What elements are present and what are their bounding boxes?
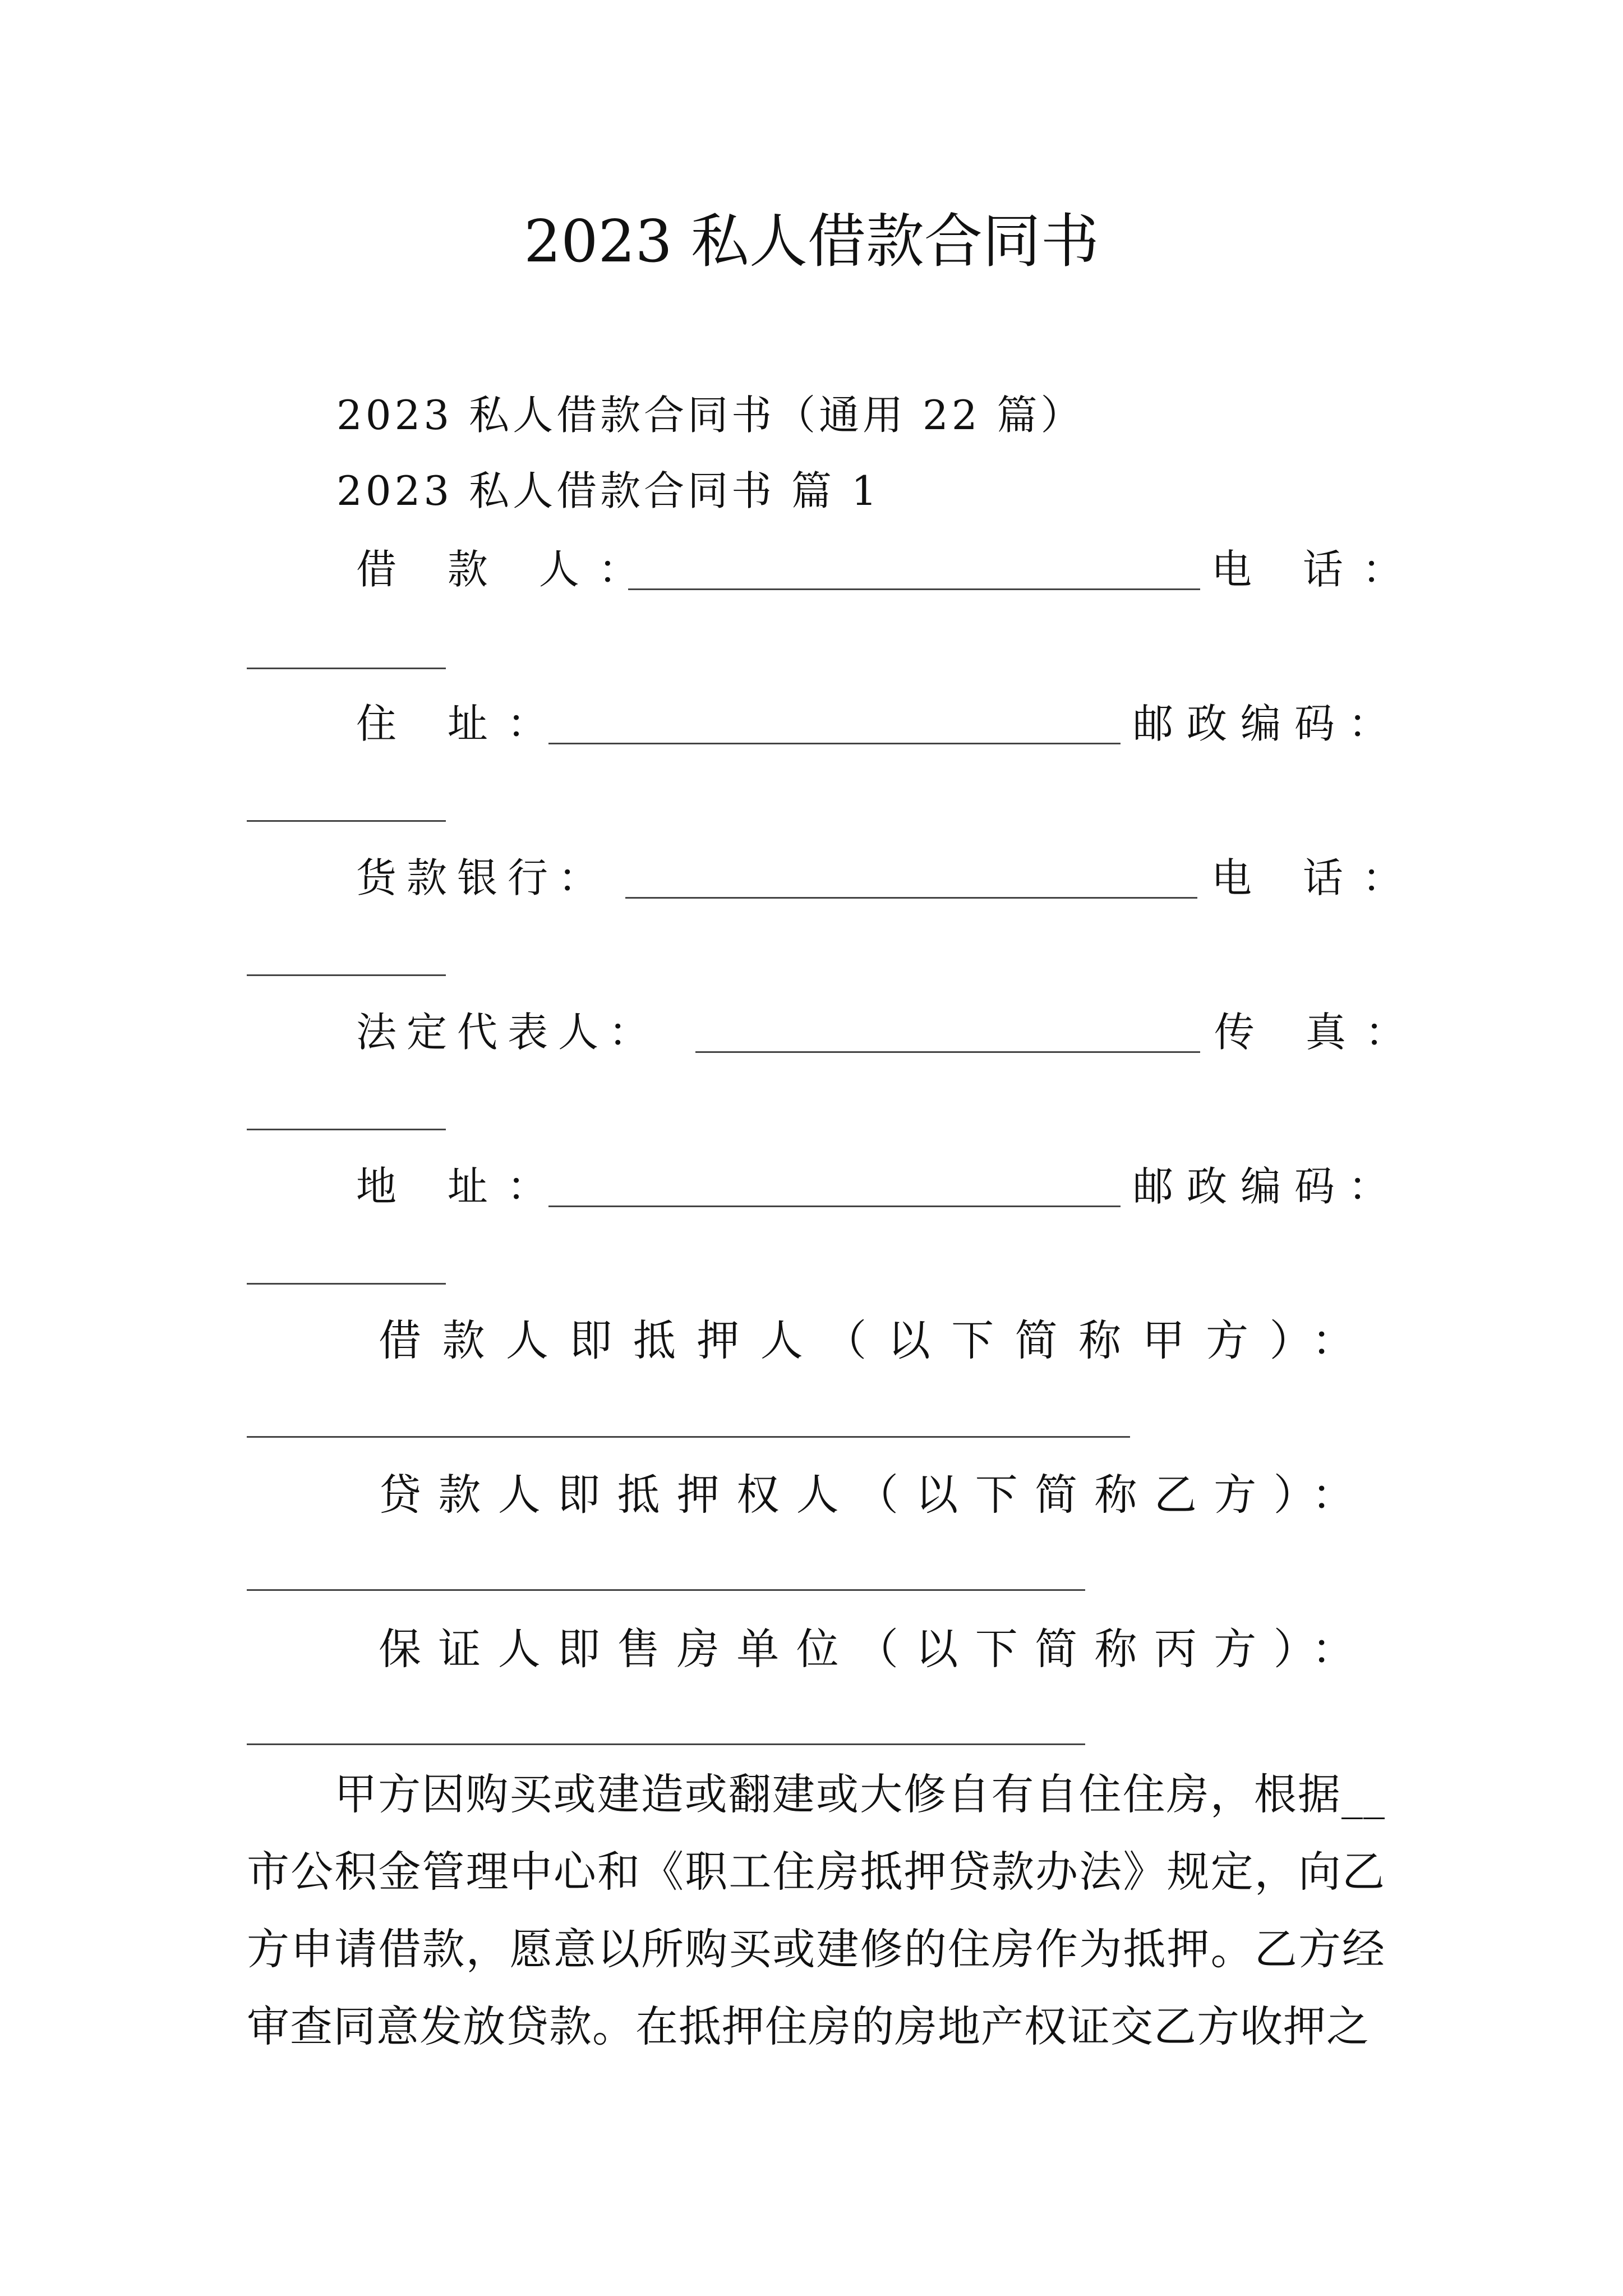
address-label-1: 住 址： [356, 700, 566, 747]
phone-blank-1[interactable] [247, 668, 446, 669]
borrower-blank[interactable] [628, 588, 1200, 590]
party-b-row [0, 1467, 1623, 1523]
body-paragraph-text: 甲方因购买或建造或翻建或大修自有自住住房，根据__市公积金管理中心和《职工住房抵押贷款办法》规定，向乙方申请借款，愿意以所购买或建修的住房作为抵押。乙方经审查同意发放贷款。在抵押住房的房地产权证交乙方收押之 [247, 1769, 1385, 2051]
phone-label-1: 电 话： [1211, 546, 1422, 593]
party-c-blank[interactable] [247, 1743, 1085, 1745]
postcode-blank-2[interactable] [247, 1283, 446, 1285]
party-a-label: 借款人即抵押人（以下简称甲方）： [379, 1315, 1354, 1365]
legal-rep-row [0, 1004, 1623, 1060]
borrower-row [0, 541, 1623, 597]
party-a-row [0, 1313, 1623, 1369]
fax-label: 传 真： [1214, 1009, 1424, 1056]
postcode-label-1: 邮政编码： [1133, 700, 1403, 747]
address-blank-1[interactable] [548, 743, 1121, 744]
document-title: 2023 私人借款合同书 [524, 207, 1099, 275]
bank-label: 货款银行： [356, 854, 609, 901]
borrower-label: 借 款 人： [356, 546, 658, 593]
postcode-blank-1[interactable] [247, 820, 446, 822]
legal-rep-label: 法定代表人： [356, 1009, 660, 1056]
postcode-label-2: 邮政编码： [1133, 1163, 1403, 1210]
body-paragraph [247, 1756, 1385, 2065]
bank-row [0, 850, 1623, 906]
party-c-row [0, 1621, 1623, 1677]
phone-label-2: 电 话： [1211, 854, 1422, 901]
fax-blank[interactable] [247, 1129, 446, 1130]
phone-blank-2[interactable] [247, 974, 446, 976]
party-b-label: 贷款人即抵押权人（以下简称乙方）： [379, 1470, 1354, 1520]
bank-blank[interactable] [625, 897, 1197, 899]
subtitle-part-1: 2023 私人借款合同书 篇 1 [336, 467, 880, 514]
party-a-blank[interactable] [247, 1436, 1130, 1438]
party-b-blank[interactable] [247, 1589, 1085, 1591]
address-blank-2[interactable] [548, 1205, 1121, 1207]
address-label-2: 地 址： [356, 1163, 566, 1210]
legal-rep-blank[interactable] [695, 1051, 1200, 1053]
address-row-1 [0, 696, 1623, 752]
address-row-2 [0, 1158, 1623, 1214]
party-c-label: 保证人即售房单位（以下简称丙方）： [379, 1624, 1354, 1674]
subtitle-collection: 2023 私人借款合同书（通用 22 篇） [336, 392, 1085, 439]
